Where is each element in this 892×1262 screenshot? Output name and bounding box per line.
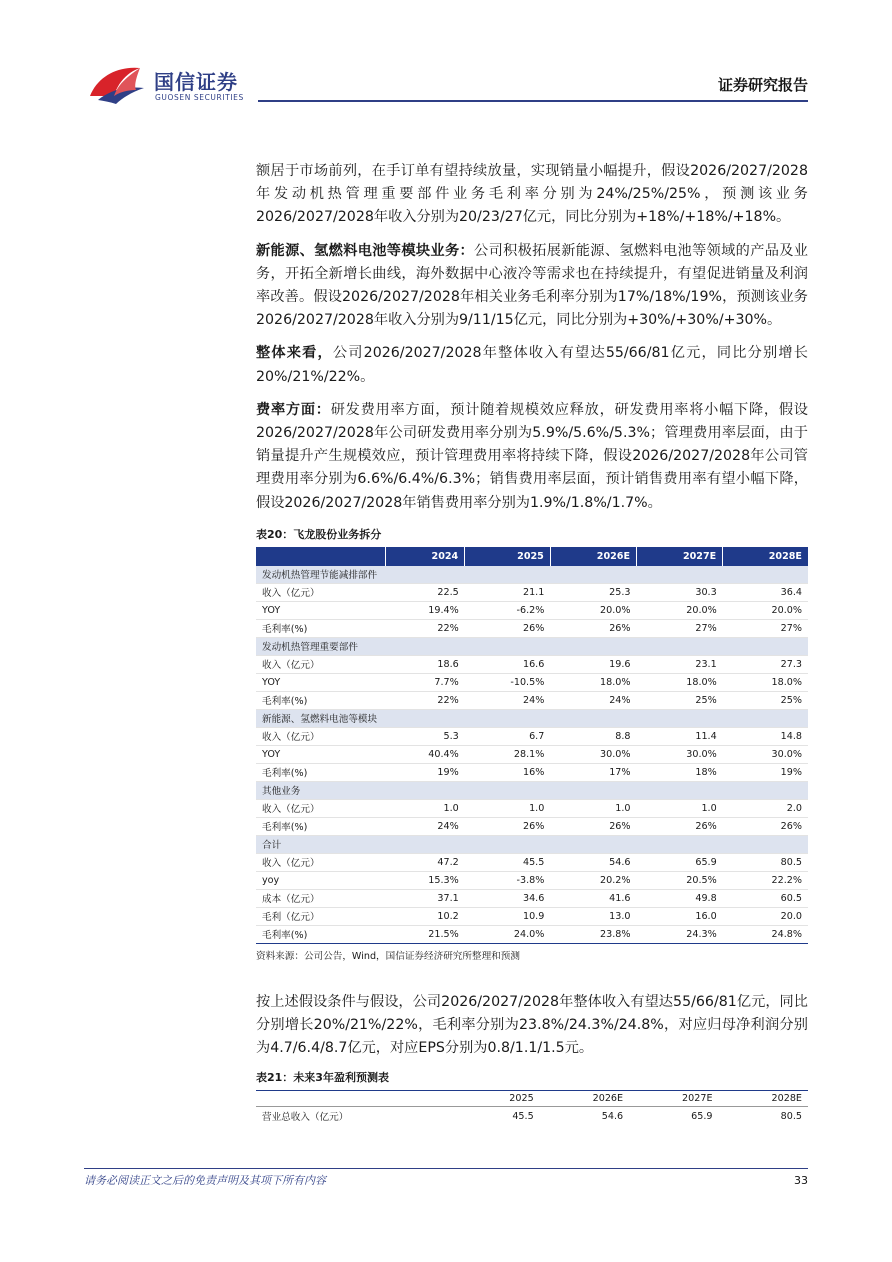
row-label: 收入（亿元） (256, 655, 386, 673)
table-cell: 23.8% (550, 925, 636, 943)
row-label: 毛利（亿元） (256, 907, 386, 925)
table-cell: 19% (386, 763, 465, 781)
table-cell: 6.7 (465, 727, 551, 745)
table-cell: 28.1% (465, 745, 551, 763)
paragraph-text: 研发费用率方面，预计随着规模效应释放，研发费用率将小幅下降，假设2026/2027/2028年公司研发费用率分别为5.9%/5.6%/5.3%；管理费用率层面，由于销量提升产生规模效应，预计管理费用率将持续下降，假设2026/2027/2028年公司管理费用率分别为6.6%/6.4%/6.3%；销售费用率层面，预计销售费用率有望小幅下降，假设2026/2027/2028年销售费用率分别为1.9%/1.8%/1.7%。 (256, 401, 808, 511)
table-cell: 49.8 (637, 889, 723, 907)
table-cell: 65.9 (637, 853, 723, 871)
column-header: 2028E (723, 547, 808, 566)
row-label: YOY (256, 745, 386, 763)
table-cell: 18.0% (723, 673, 808, 691)
row-label: yoy (256, 871, 386, 889)
paragraph-lead: 费率方面： (256, 401, 331, 418)
row-label: 毛利率(%) (256, 691, 386, 709)
table-cell: 11.4 (637, 727, 723, 745)
table-cell: 20.0% (550, 601, 636, 619)
table-cell: 30.3 (637, 583, 723, 601)
paragraph-text: 额居于市场前列，在手订单有望持续放量，实现销量小幅提升，假设2026/2027/2028年发动机热管理重要部件业务毛利率分别为24%/25%/25%，预测该业务2026/2027/2028年收入分别为20/23/27亿元，同比分别为+18%/+18%/+18%。 (256, 163, 808, 226)
table-cell: 1.0 (465, 799, 551, 817)
table-cell: 27% (637, 619, 723, 637)
table-cell: 30.0% (550, 745, 636, 763)
table20-source: 资料来源：公司公告，Wind，国信证券经济研究所整理和预测 (256, 950, 520, 962)
table-header-row (256, 547, 808, 566)
table-cell: 21.1 (465, 583, 551, 601)
table-cell: 54.6 (550, 853, 636, 871)
table-cell: 27% (723, 619, 808, 637)
row-label: 营业总收入（亿元） (262, 1112, 349, 1124)
paragraph-4 (256, 399, 808, 515)
table-row (256, 871, 808, 889)
table-row (256, 799, 808, 817)
table-cell: 19% (723, 763, 808, 781)
table-cell: 23.1 (637, 655, 723, 673)
table-row (256, 619, 808, 637)
table-row (256, 691, 808, 709)
table-cell: 20.2% (550, 871, 636, 889)
table-cell: 24% (386, 817, 465, 835)
table-cell: 19.4% (386, 601, 465, 619)
guosen-logo-icon (88, 62, 146, 104)
brand-name-cn: 国信证券 (154, 70, 238, 94)
table-cell: 27.3 (723, 655, 808, 673)
table-cell: -3.8% (465, 871, 551, 889)
section-row (256, 835, 808, 853)
table20-title: 表20：飞龙股份业务拆分 (256, 527, 382, 541)
table-cell: -10.5% (465, 673, 551, 691)
table-cell: 16% (465, 763, 551, 781)
table-cell: 10.9 (465, 907, 551, 925)
main-content (256, 160, 808, 1125)
table-cell: 22.5 (386, 583, 465, 601)
table-cell: 2.0 (723, 799, 808, 817)
table-row (256, 655, 808, 673)
table-row (256, 1107, 808, 1126)
section-label: 新能源、氢燃料电池等模块 (256, 709, 808, 727)
column-header: 2028E (719, 1091, 808, 1107)
table-row (256, 745, 808, 763)
table-cell: 22% (386, 619, 465, 637)
table-cell: 18.0% (550, 673, 636, 691)
table-cell: 7.7% (386, 673, 465, 691)
table-cell: 65.9 (691, 1110, 713, 1122)
table-cell: 1.0 (550, 799, 636, 817)
table-cell: 1.0 (637, 799, 723, 817)
table-cell: 19.6 (550, 655, 636, 673)
row-label: 毛利率(%) (256, 925, 386, 943)
column-header: 2027E (629, 1091, 718, 1107)
column-header: 2025 (465, 547, 551, 566)
row-label: 收入（亿元） (256, 799, 386, 817)
table-cell: 17% (550, 763, 636, 781)
page-number: 33 (794, 1174, 808, 1187)
table-cell: 14.8 (723, 727, 808, 745)
paragraph-1 (256, 160, 808, 230)
table-cell: 20.0 (723, 907, 808, 925)
table-cell: 18% (637, 763, 723, 781)
table-cell: 22.2% (723, 871, 808, 889)
row-label: 成本（亿元） (256, 889, 386, 907)
table-cell: -6.2% (465, 601, 551, 619)
table-cell: 24.8% (723, 925, 808, 943)
table-row (256, 763, 808, 781)
table-row (256, 601, 808, 619)
table-cell: 1.0 (386, 799, 465, 817)
section-row (256, 709, 808, 727)
footer-disclaimer: 请务必阅读正文之后的免责声明及其项下所有内容 (84, 1174, 326, 1187)
table-row (256, 673, 808, 691)
column-header: 2026E (540, 1091, 629, 1107)
table-cell: 47.2 (386, 853, 465, 871)
table-cell: 24.0% (465, 925, 551, 943)
table-cell: 20.0% (637, 601, 723, 619)
table-cell: 26% (550, 817, 636, 835)
table-cell: 20.0% (723, 601, 808, 619)
table-cell: 80.5 (780, 1110, 802, 1122)
column-header (256, 1091, 463, 1107)
footer-divider (84, 1168, 808, 1169)
report-type-label: 证券研究报告 (717, 76, 808, 94)
table-cell: 41.6 (550, 889, 636, 907)
table-row (256, 583, 808, 601)
table-cell: 25% (723, 691, 808, 709)
table-cell: 18.6 (386, 655, 465, 673)
table-cell: 37.1 (386, 889, 465, 907)
table-cell: 16.6 (465, 655, 551, 673)
table-cell: 54.6 (601, 1110, 624, 1122)
table-cell: 24% (465, 691, 551, 709)
header-divider (258, 100, 808, 102)
row-label: 收入（亿元） (256, 853, 386, 871)
row-label: 毛利率(%) (256, 619, 386, 637)
table-cell: 26% (465, 817, 551, 835)
table-row (256, 925, 808, 943)
section-row (256, 781, 808, 799)
table-cell: 25.3 (550, 583, 636, 601)
table-cell: 5.3 (386, 727, 465, 745)
paragraph-2 (256, 240, 808, 333)
table-cell: 25% (637, 691, 723, 709)
section-row (256, 566, 808, 584)
table-cell: 45.5 (512, 1110, 534, 1122)
table-row (256, 853, 808, 871)
table-cell: 13.0 (550, 907, 636, 925)
column-header: 2024 (386, 547, 465, 566)
table-cell: 80.5 (723, 853, 808, 871)
table-cell: 16.0 (637, 907, 723, 925)
section-label: 合计 (256, 835, 808, 853)
row-label: YOY (256, 673, 386, 691)
paragraph-text: 公司积极拓展新能源、氢燃料电池等领域的产品及业务，开拓全新增长曲线，海外数据中心液冷等需求也在持续提升，有望促进销量及利润率改善。假设2026/2027/2028年相关业务毛利率分别为17%/18%/19%，预测该业务2026/2027/2028年收入分别为9/11/15亿元，同比分别为+30%/+30%/+30%。 (256, 242, 808, 329)
table-cell: 18.0% (637, 673, 723, 691)
section-label: 发动机热管理重要部件 (256, 637, 808, 655)
table-cell: 45.5 (465, 853, 551, 871)
page-header (0, 0, 892, 105)
table-cell: 30.0% (723, 745, 808, 763)
column-header: 2025 (463, 1091, 540, 1107)
table-cell: 40.4% (386, 745, 465, 763)
row-label: YOY (256, 601, 386, 619)
row-label: 毛利率(%) (256, 763, 386, 781)
summary-paragraph: 按上述假设条件与假设，公司2026/2027/2028年整体收入有望达55/66/81亿元，同比分别增长20%/21%/22%，毛利率分别为23.8%/24.3%/24.8%，对应归母净利润分别为4.7/6.4/8.7亿元，对应EPS分别为0.8/1.1/1.5元。 (256, 993, 808, 1057)
table-cell: 26% (637, 817, 723, 835)
table-row (256, 817, 808, 835)
section-label: 其他业务 (256, 781, 808, 799)
column-header: 2027E (637, 547, 723, 566)
table-row (256, 889, 808, 907)
table-cell: 26% (465, 619, 551, 637)
section-row (256, 637, 808, 655)
paragraph-3 (256, 342, 808, 388)
table-cell: 60.5 (723, 889, 808, 907)
table-cell: 30.0% (637, 745, 723, 763)
table-cell: 15.3% (386, 871, 465, 889)
column-header (256, 547, 386, 566)
paragraph-lead: 整体来看， (256, 345, 333, 362)
table-cell: 8.8 (550, 727, 636, 745)
table-cell: 26% (550, 619, 636, 637)
paragraph-lead: 新能源、氢燃料电池等模块业务： (256, 242, 475, 259)
table-cell: 10.2 (386, 907, 465, 925)
table-header-row (256, 1091, 808, 1107)
row-label: 收入（亿元） (256, 583, 386, 601)
profit-forecast-table (256, 1090, 808, 1125)
table-cell: 24.3% (637, 925, 723, 943)
table-cell: 34.6 (465, 889, 551, 907)
table21-title: 表21：未来3年盈利预测表 (256, 1071, 389, 1085)
column-header: 2026E (550, 547, 636, 566)
paragraph-text: 公司2026/2027/2028年整体收入有望达55/66/81亿元，同比分别增长20%/21%/22%。 (256, 345, 808, 385)
section-label: 发动机热管理节能减排部件 (256, 566, 808, 584)
row-label: 毛利率(%) (256, 817, 386, 835)
table-row (256, 727, 808, 745)
table-cell: 26% (723, 817, 808, 835)
table-cell: 36.4 (723, 583, 808, 601)
table-cell: 22% (386, 691, 465, 709)
row-label: 收入（亿元） (256, 727, 386, 745)
table-cell: 21.5% (386, 925, 465, 943)
table-cell: 24% (550, 691, 636, 709)
table-row (256, 907, 808, 925)
table-cell: 20.5% (637, 871, 723, 889)
brand-name-en: GUOSEN SECURITIES (155, 93, 244, 102)
business-breakdown-table (256, 547, 808, 944)
